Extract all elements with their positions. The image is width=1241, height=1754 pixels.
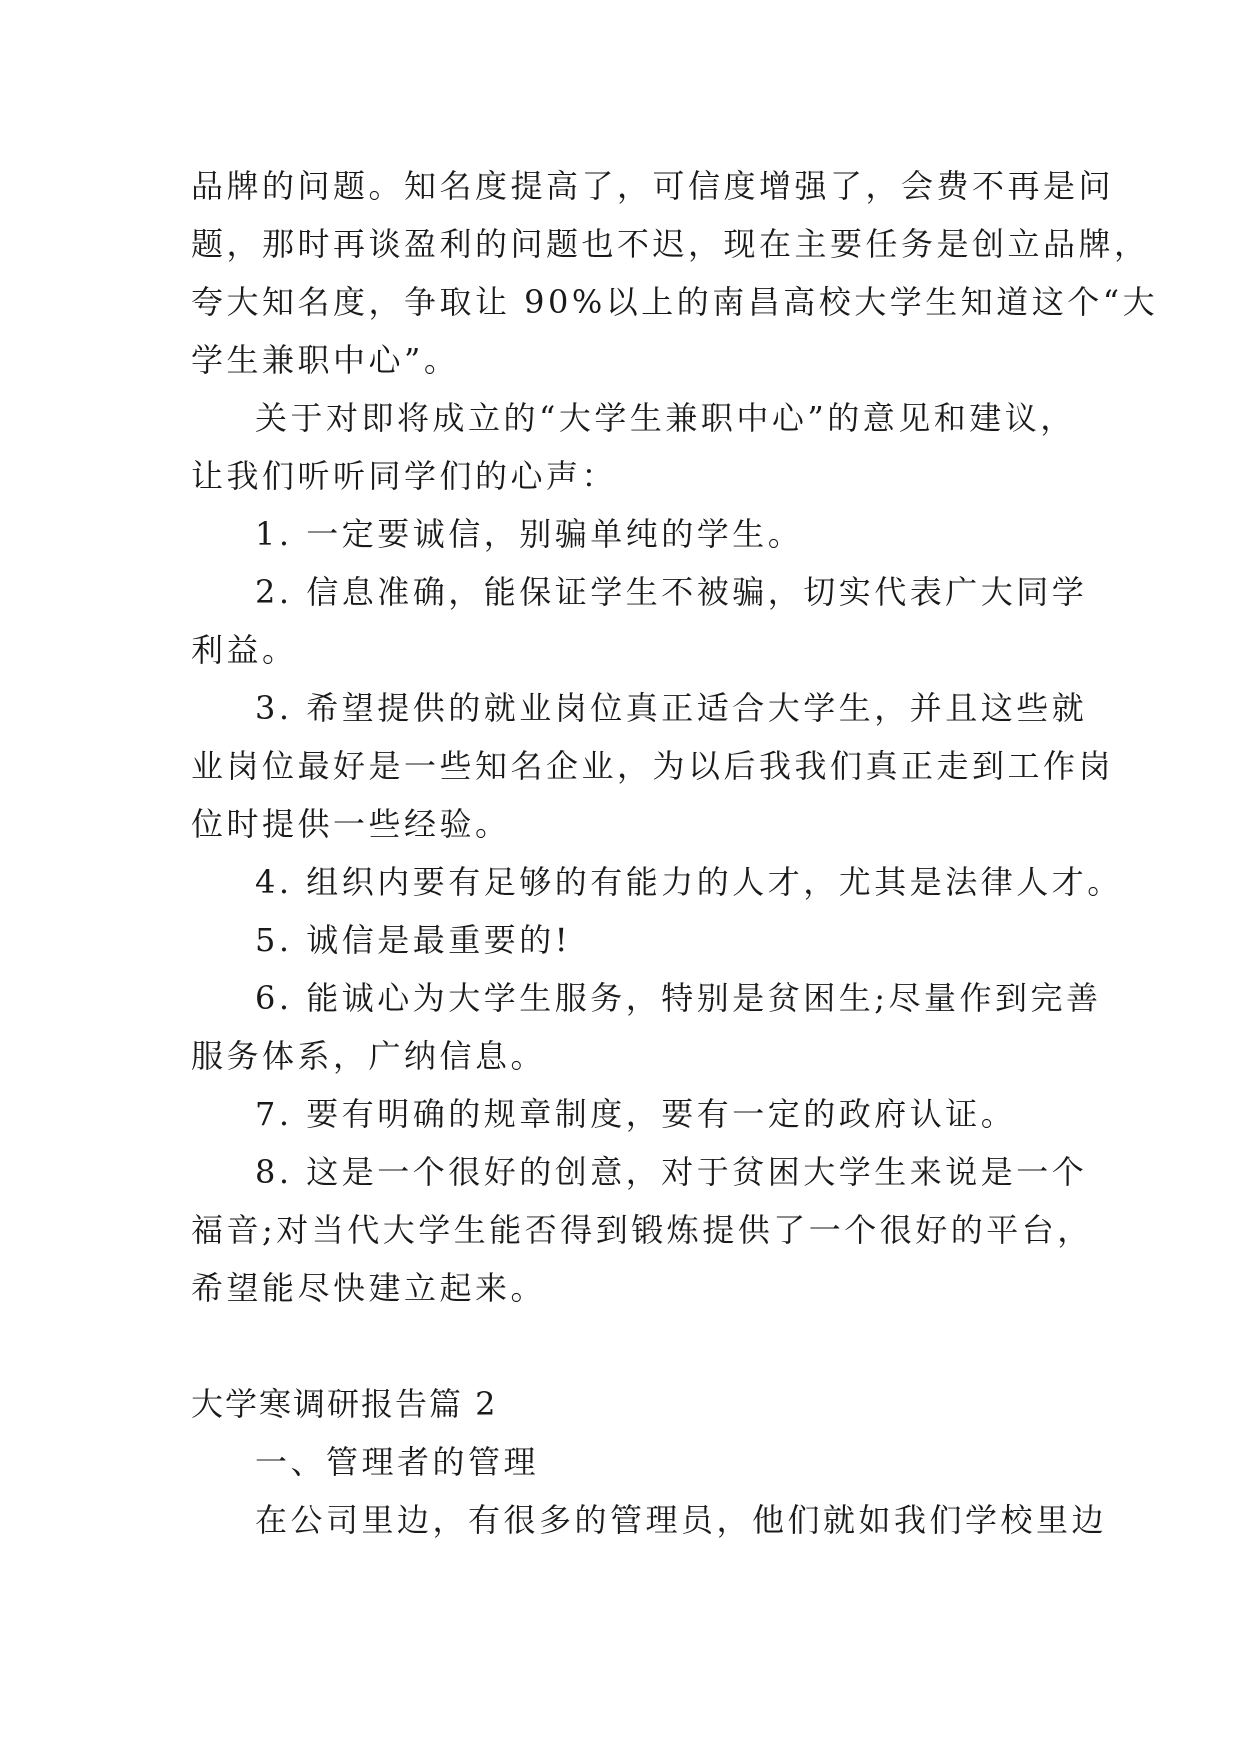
list-item-continuation: 福音;对当代大学生能否得到锻炼提供了一个很好的平台， [191,1211,1093,1249]
section-heading: 大学寒调研报告篇 2 [191,1385,498,1423]
list-item: 8. 这是一个很好的创意，对于贫困大学生来说是一个 [255,1153,1088,1191]
list-item-continuation: 希望能尽快建立起来。 [191,1269,547,1307]
list-item: 5. 诚信是最重要的! [255,921,572,959]
paragraph-line: 让我们听听同学们的心声： [191,457,618,495]
list-item: 2. 信息准确，能保证学生不被骗，切实代表广大同学 [255,573,1088,611]
paragraph-line: 夸大知名度，争取让 90%以上的南昌高校大学生知道这个“大 [191,283,1159,321]
list-item-continuation: 服务体系，广纳信息。 [191,1037,547,1075]
paragraph-line: 学生兼职中心”。 [191,341,460,379]
list-item: 1. 一定要诚信，别骗单纯的学生。 [255,515,804,553]
list-item: 7. 要有明确的规章制度，要有一定的政府认证。 [255,1095,1017,1133]
list-item-continuation: 位时提供一些经验。 [191,805,511,843]
list-item: 3. 希望提供的就业岗位真正适合大学生，并且这些就 [255,689,1088,727]
subsection-heading: 一、管理者的管理 [255,1443,540,1481]
paragraph-line: 品牌的问题。知名度提高了，可信度增强了，会费不再是问 [191,167,1115,205]
paragraph-line: 在公司里边，有很多的管理员，他们就如我们学校里边 [255,1501,1108,1539]
list-item: 4. 组织内要有足够的有能力的人才，尤其是法律人才。 [255,863,1123,901]
paragraph-line: 题，那时再谈盈利的问题也不迟，现在主要任务是创立品牌， [191,225,1150,263]
list-item: 6. 能诚心为大学生服务，特别是贫困生;尽量作到完善 [255,979,1102,1017]
list-item-continuation: 业岗位最好是一些知名企业，为以后我我们真正走到工作岗 [191,747,1115,785]
paragraph-line: 关于对即将成立的“大学生兼职中心”的意见和建议， [255,399,1076,437]
list-item-continuation: 利益。 [191,631,298,669]
